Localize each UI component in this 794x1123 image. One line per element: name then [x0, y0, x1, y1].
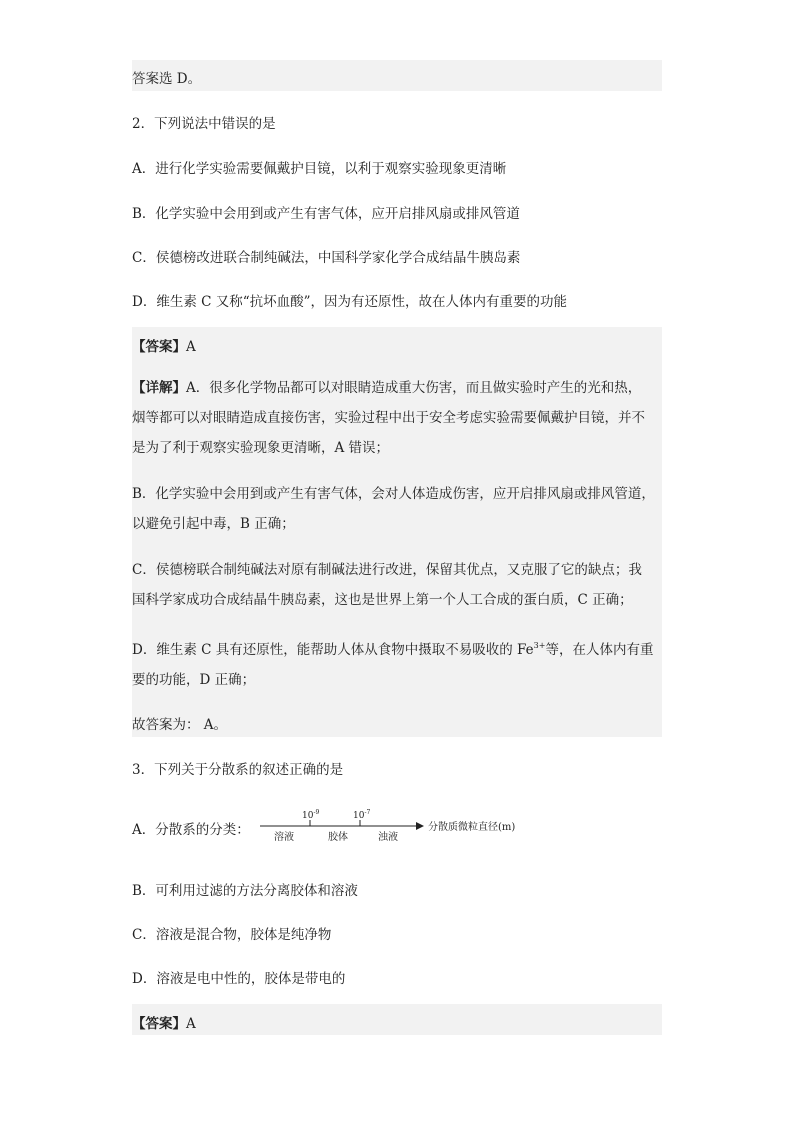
prev-answer-block [132, 60, 662, 91]
answer-tag: 【答案】 [132, 339, 186, 355]
prev-answer-text: 答案选 D。 [132, 71, 202, 87]
fe-charge: 3+ [533, 641, 546, 650]
detail-a-line-1: A．很多化学物品都可以对眼睛造成重大伤害，而且做实验时产生的光和热， [186, 380, 642, 396]
q3-answer-block [132, 1004, 662, 1035]
dispersion-classification-diagram [258, 808, 528, 848]
answer-value: A [186, 339, 196, 355]
tick-1-label: $10^{-9}$ [302, 809, 320, 821]
q2-detail-d [132, 631, 653, 695]
detail-b-line-2: 以避免引起中毒，B 正确； [132, 516, 295, 532]
detail-a-line-2: 烟等都可以对眼睛造成直接伤害，实验过程中出于安全考虑实验需要佩戴护目镜，并不 [132, 410, 645, 426]
detail-a-line-3: 是为了利于观察实验现象更清晰，A 错误； [132, 440, 390, 456]
q2-option-d: D．维生素 C 又称“抗坏血酸”，因为有还原性，故在人体内有重要的功能 [132, 294, 568, 310]
q3-option-c: C．溶液是混合物，胶体是纯净物 [132, 927, 332, 943]
q2-stem: 2．下列说法中错误的是 [132, 116, 276, 132]
detail-d-line-1-post: 等，在人体内有重 [545, 642, 654, 658]
answer-value: A [186, 1016, 196, 1032]
detail-d-line-1-pre: D．维生素 C 具有还原性，能帮助人体从食物中摄取不易吸收的 Fe [132, 642, 534, 658]
q2-answer-line [132, 335, 196, 355]
detail-b-line-1: B．化学实验中会用到或产生有害气体，会对人体造成伤害，应开启排风扇或排风管道， [132, 486, 655, 502]
q2-detail-b [132, 479, 655, 539]
q3-answer-line [132, 1012, 196, 1032]
region-label-solution: 溶液 [274, 832, 294, 843]
answer-tag: 【答案】 [132, 1016, 186, 1032]
detail-tag: 【详解】 [132, 380, 186, 396]
q3-option-b: B．可利用过滤的方法分离胶体和溶液 [132, 883, 358, 899]
tick-2-label: $10^{-7}$ [353, 809, 371, 821]
q2-option-c: C．侯德榜改进联合制纯碱法，中国科学家化学合成结晶牛胰岛素 [132, 250, 521, 266]
q2-answer-block [132, 327, 662, 737]
region-label-suspension: 浊液 [378, 832, 398, 843]
arrow-head-icon [416, 822, 424, 830]
q2-option-b: B．化学实验中会用到或产生有害气体，应开启排风扇或排风管道 [132, 206, 520, 222]
axis-label: 分散质微粒直径(m) [428, 822, 516, 833]
q3-option-d: D．溶液是电中性的，胶体是带电的 [132, 971, 346, 987]
q3-option-a-prefix: A．分散系的分类： [132, 822, 250, 838]
region-label-colloid: 胶体 [328, 832, 348, 843]
detail-d-line-2: 要的功能，D 正确； [132, 672, 256, 688]
q2-detail-c [132, 555, 642, 615]
q2-conclusion: 故答案为： A。 [132, 717, 228, 733]
detail-c-line-1: C．侯德榜联合制纯碱法对原有制碱法进行改进，保留其优点，又克服了它的缺点；我 [132, 562, 642, 578]
q2-option-a: A．进行化学实验需要佩戴护目镜，以利于观察实验现象更清晰 [132, 161, 507, 177]
detail-c-line-2: 国科学家成功合成结晶牛胰岛素，这也是世界上第一个人工合成的蛋白质，C 正确； [132, 592, 633, 608]
q2-detail-a [132, 373, 645, 463]
q3-stem: 3．下列关于分散系的叙述正确的是 [132, 762, 344, 778]
